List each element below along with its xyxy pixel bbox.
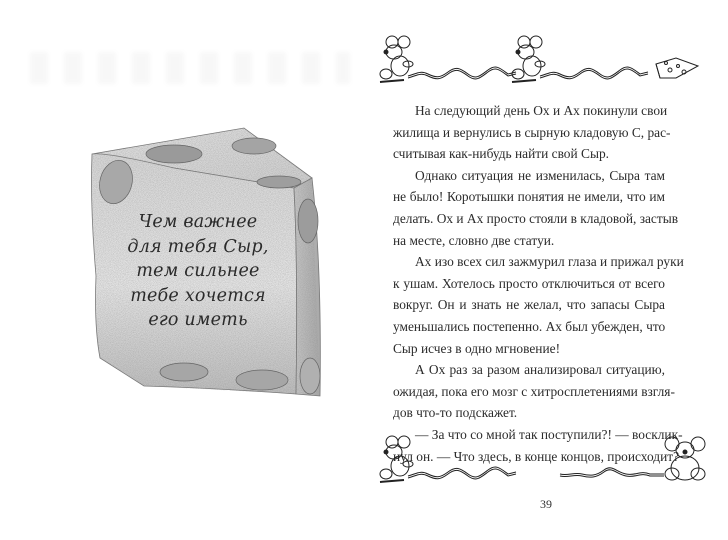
text-line: нул он. — Что здесь, в конце концов, происходит?: [393, 448, 680, 464]
right-page: [364, 0, 728, 540]
paragraph: [393, 359, 675, 424]
footer-ornament: [364, 430, 728, 490]
cheese-icon: [656, 58, 698, 78]
text-line: А Ох раз за разом анализировал ситуацию,: [415, 362, 665, 378]
text-line: уменьшались постепенно. Ах был убежден, что: [393, 318, 666, 334]
wavy-tail: [560, 468, 664, 475]
sitting-mouse-icon: [665, 437, 705, 480]
header-ornament: [364, 30, 728, 90]
text-line: ожидая, пока его мозг с хитросплетениями взгля-: [393, 383, 675, 399]
text-line: считывая как-нибудь найти свой Сыр.: [393, 146, 609, 162]
mouse-icon: [380, 36, 413, 82]
paragraph: [393, 165, 679, 251]
text-line: вокруг. Он и знать не желал, что запасы Сыра: [393, 297, 665, 313]
text-line: Ах изо всех сил зажмурил глаза и прижал руки: [415, 254, 684, 270]
cheese-quote: [112, 210, 284, 333]
quote-line: для тебя Сыр,: [127, 236, 269, 257]
body-text: [393, 100, 684, 467]
page-number: 39: [540, 497, 552, 511]
text-line: дов что-то подскажет.: [393, 405, 518, 421]
text-line: На следующий день Ох и Ах покинули свои: [415, 103, 668, 118]
quote-line: тем сильнее: [136, 261, 260, 281]
paragraph: [393, 100, 671, 165]
text-line: на месте, словно две статуи.: [393, 232, 555, 248]
mouse-icon: [512, 36, 545, 82]
quote-line: Чем важнее: [138, 212, 258, 232]
quote-line: тебе хочется: [130, 285, 266, 306]
text-line: делать. Ох и Ах просто стояли в кладовой, застыв: [393, 210, 679, 226]
text-line: не было! Коротышки понятия не имели, что им: [393, 189, 665, 205]
text-line: Сыр исчез в одно мгновение!: [393, 340, 561, 356]
text-line: Однако ситуация не изменилась, Сыра там: [415, 167, 665, 183]
text-line: к ушам. Хотелось просто отключиться от всего: [393, 275, 665, 291]
paragraph: [393, 251, 684, 359]
text-line: — За что со мной так поступили?! — восклик-: [415, 426, 683, 442]
text-line: жилища и вернулись в сырную кладовую С, рас-: [393, 124, 671, 140]
quote-line: его иметь: [148, 310, 248, 330]
mouse-icon: [380, 436, 413, 482]
